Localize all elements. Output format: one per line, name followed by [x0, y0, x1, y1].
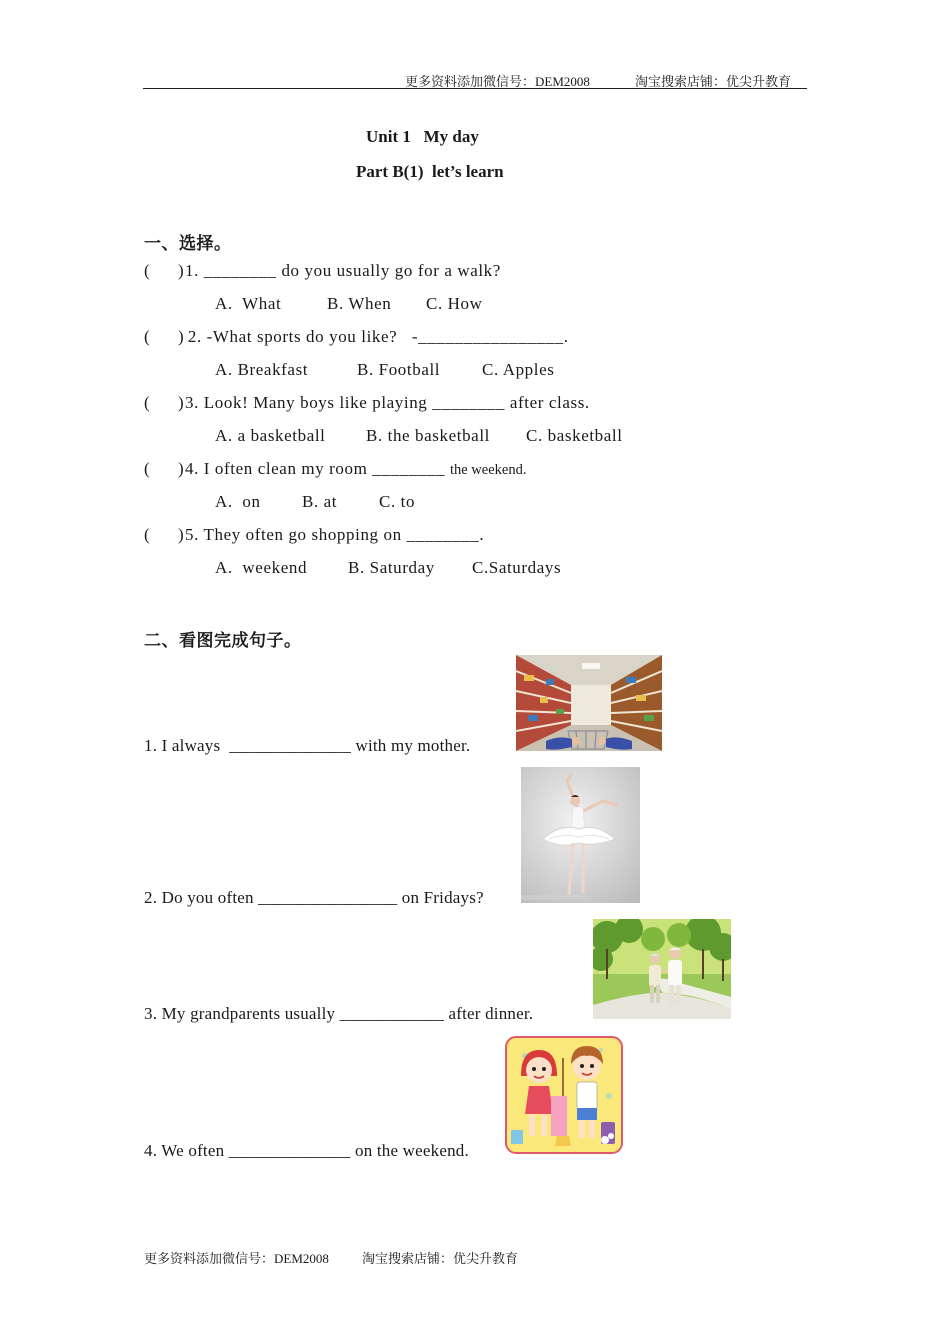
answer-paren-close: ) [178, 327, 185, 346]
question-text: 2. -What sports do you like? -________________. [183, 327, 569, 346]
option-a: A. weekend [215, 558, 308, 577]
section1-heading: 一、选择。 [144, 234, 232, 254]
option-a: A. a basketball [215, 426, 326, 445]
options-row [215, 558, 561, 578]
question-text: 5. They often go shopping on ________. [185, 525, 485, 544]
header-contact: 更多资料添加微信号：DEM2008 [405, 74, 590, 89]
options-row [215, 360, 554, 380]
option-c: C. to [379, 492, 416, 511]
option-c: C. basketball [526, 426, 623, 445]
answer-paren-close: ) [178, 459, 185, 478]
option-a: A. on [215, 492, 261, 511]
option-a: A. What [215, 294, 282, 313]
option-b: B. Saturday [348, 558, 435, 577]
option-c: C.Saturdays [472, 558, 562, 577]
answer-paren-open: ( [144, 327, 151, 346]
question-text: 3. Look! Many boys like playing ________ after class. [185, 393, 590, 412]
option-c: C. How [426, 294, 483, 313]
ballet-photo [521, 767, 640, 903]
answer-paren-close: ) [178, 525, 185, 544]
options-row [215, 492, 415, 512]
question-text: 4. I often clean my room ________ the weekend. [185, 459, 527, 478]
answer-paren-open: ( [144, 261, 151, 280]
footer-contact: 更多资料添加微信号：DEM2008 [144, 1251, 329, 1266]
answer-paren-open: ( [144, 393, 151, 412]
cleaning-cartoon [505, 1036, 623, 1154]
option-b: B. Football [357, 360, 441, 379]
answer-paren-close: ) [178, 393, 185, 412]
option-b: B. the basketball [366, 426, 490, 445]
header-rule [143, 88, 807, 89]
answer-paren-close: ) [178, 261, 185, 280]
question-text: 1. ________ do you usually go for a walk? [185, 261, 501, 280]
sentence-2: 2. Do you often ________________ on Fridays? [144, 888, 484, 907]
sentence-4: 4. We often ______________ on the weekend. [144, 1141, 469, 1160]
page-subtitle: Part B(1) let’s learn [356, 162, 504, 181]
option-a: A. Breakfast [215, 360, 309, 379]
footer-shop: 淘宝搜索店铺：优尖升教育 [362, 1251, 519, 1266]
option-b: B. at [302, 492, 338, 511]
sentence-3: 3. My grandparents usually ____________ after dinner. [144, 1004, 534, 1023]
header-shop: 淘宝搜索店铺：优尖升教育 [635, 74, 792, 89]
page-title: Unit 1 My day [366, 127, 479, 146]
option-b: B. When [327, 294, 392, 313]
supermarket-photo [516, 655, 662, 751]
sentence-1: 1. I always ______________ with my mother. [144, 736, 471, 755]
answer-paren-open: ( [144, 459, 151, 478]
option-c: C. Apples [482, 360, 555, 379]
options-row [215, 294, 483, 314]
grandparents-photo [593, 919, 731, 1019]
question-tail: the weekend. [449, 462, 527, 478]
answer-paren-open: ( [144, 525, 151, 544]
section2-heading: 二、看图完成句子。 [144, 631, 302, 651]
options-row [215, 426, 623, 446]
